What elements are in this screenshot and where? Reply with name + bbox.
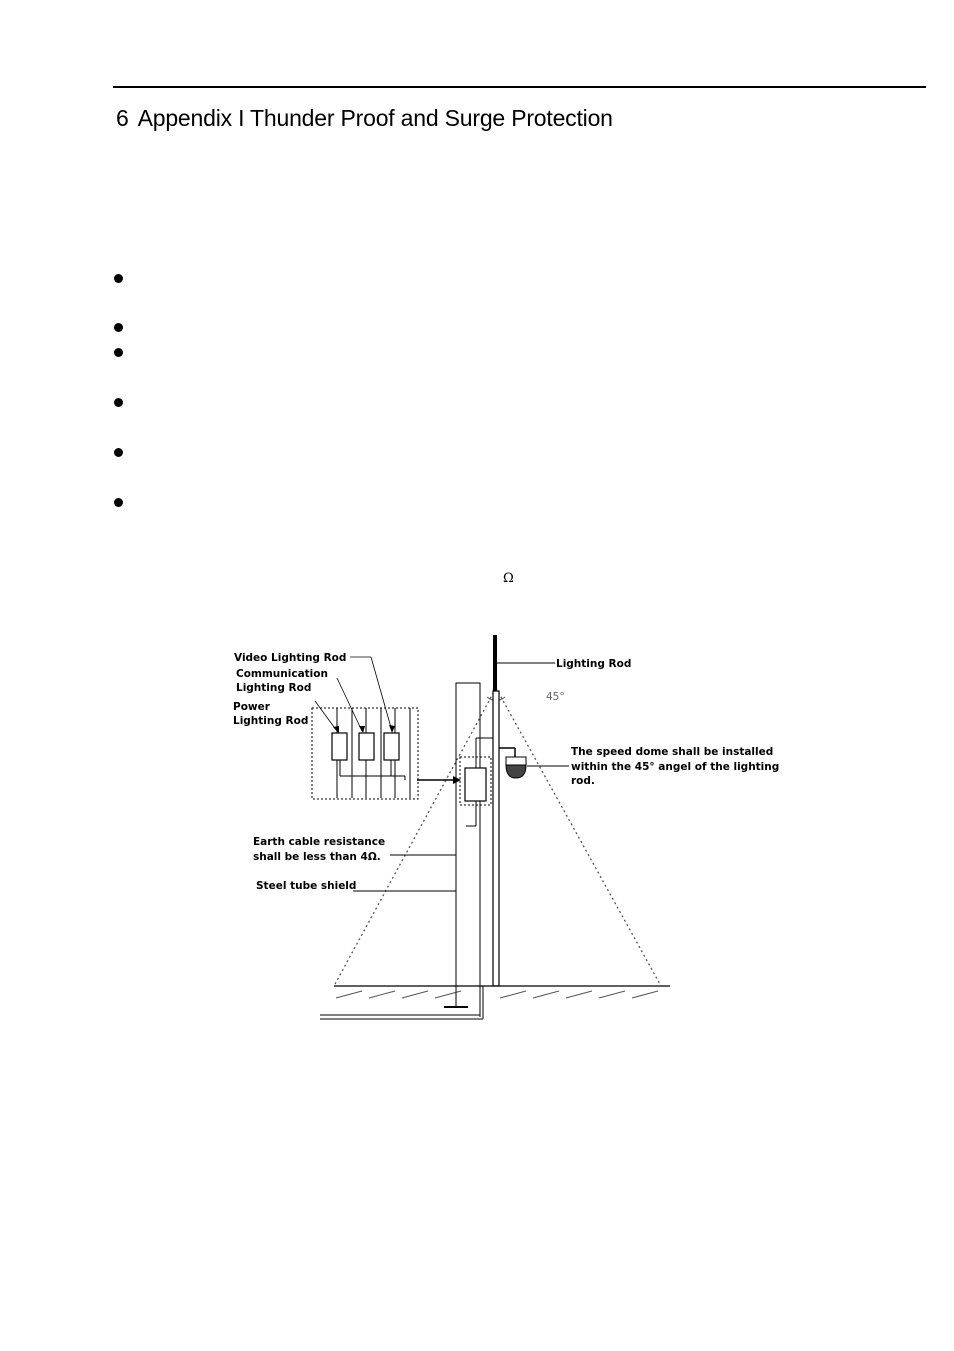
lightning-rod <box>493 635 497 691</box>
video-rod-element <box>384 733 399 760</box>
power-rod-element <box>332 733 347 760</box>
section-title: Appendix I Thunder Proof and Surge Protection <box>137 105 613 131</box>
speed-dome-camera <box>506 765 526 778</box>
communication-rod-pointer-head <box>359 726 365 733</box>
communication-rod-element <box>359 733 374 760</box>
earth-cable-label-line1: Earth cable resistance <box>253 836 386 848</box>
communication-rod-pointer <box>337 678 362 731</box>
steel-tube-shield <box>456 683 480 986</box>
power-rod-label-line2: Lighting Rod <box>233 715 309 727</box>
angle-label: 45° <box>546 691 565 703</box>
power-rod-pointer <box>315 701 337 731</box>
video-rod-pointer-head <box>389 725 395 733</box>
power-rod-pointer-head <box>333 726 339 733</box>
speed-dome-label-line2: within the 45° angel of the lighting <box>571 761 780 773</box>
steel-tube-label: Steel tube shield <box>256 880 357 892</box>
speed-dome-label-line3: rod. <box>571 775 595 787</box>
surge-protector-box <box>465 768 486 801</box>
earth-cable-label-line2: shall be less than 4Ω. <box>253 851 381 863</box>
speed-dome-label-line1: The speed dome shall be installed <box>571 746 774 758</box>
communication-rod-label-line1: Communication <box>236 668 328 680</box>
communication-rod-label-line2: Lighting Rod <box>236 682 312 694</box>
omega-symbol: Ω <box>503 571 514 586</box>
section-number: 6 <box>116 105 129 131</box>
dome-mount <box>506 757 526 765</box>
power-rod-label-line1: Power <box>233 701 270 713</box>
lighting-rod-label: Lighting Rod <box>556 658 632 670</box>
video-rod-label: Video Lighting Rod <box>234 652 347 664</box>
ground-hatching <box>336 991 658 998</box>
pole <box>493 691 499 986</box>
protection-zone-right-line <box>496 688 661 986</box>
